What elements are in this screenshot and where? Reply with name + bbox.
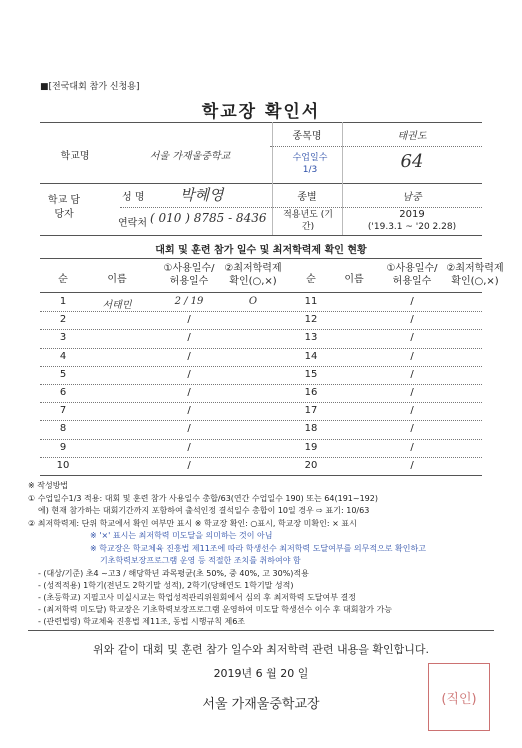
notes-heading: ※ 작성방법	[28, 481, 69, 490]
note-2c: ※ 학교장은 학교체육 진흥법 제11조에 따라 학생선수 최저학력 도달여부를 의무적으로 확인하고	[90, 544, 426, 553]
principal-name: 서울 가재울중학교장	[202, 697, 320, 712]
form-tag: ■[전국대회 참가 신청용]	[40, 82, 140, 92]
col-days-2: ①사용일수/ 허용일수	[386, 263, 438, 287]
row-no-2: 17	[304, 405, 318, 417]
school-label: 학교명	[60, 151, 90, 162]
row-no: 2	[59, 314, 67, 326]
contact-label: 연락처	[118, 218, 147, 229]
days-label: 수업일수 1/3	[292, 153, 328, 175]
closing-statement: 위와 같이 대회 및 훈련 참가 일수와 최저학력 관련 내용을 확인합니다.	[93, 643, 429, 656]
row-days-2: /	[410, 368, 414, 380]
col-name-2: 이름	[344, 274, 364, 285]
header-mid-border	[40, 183, 482, 184]
note-2a: ② 최저학력제: 단위 학교에서 확인 여부만 표시 ※ 학교장 확인: ○표시, 학교장 미확인: × 표시	[28, 519, 357, 528]
year-value: 2019	[399, 209, 425, 220]
row-no: 1	[59, 296, 67, 307]
table-row	[0, 384, 522, 402]
row-no-2: 20	[304, 459, 318, 471]
col-min: ②최저학력제 확인(○,×)	[224, 263, 282, 287]
note-5: - (초등학교) 지필고사 미실시교는 학업성적관리위원회에서 심의 후 최저학력 도달여부 결정	[38, 593, 356, 602]
person-label: 학교 담당자	[47, 195, 81, 220]
note-1a: ① 수업일수1/3 적용: 대회 및 훈련 참가 사용일수 총합/63(연간 수업일수 190) 또는 64(191~192)	[28, 494, 378, 503]
col-min-2: ②최저학력제 확인(○,×)	[446, 263, 504, 287]
table-row	[0, 402, 522, 420]
event-label: 종목명	[292, 131, 322, 142]
gender-value: 남중	[402, 192, 422, 203]
name-label: 성 명	[122, 192, 145, 203]
row-no-2: 11	[304, 296, 318, 307]
row-no: 8	[59, 423, 67, 435]
event-value: 태권도	[397, 131, 427, 142]
row-days-2: /	[410, 387, 414, 398]
table-row	[0, 311, 522, 329]
row-days-2: /	[410, 350, 414, 362]
note-2b: ※ '×' 표시는 최저학력 미도달을 의미하는 것이 아님	[90, 531, 273, 540]
gender-label: 종별	[297, 192, 317, 203]
row-no: 9	[59, 441, 67, 453]
note-2d: 기초학력보장프로그램 운영 등 적절한 조치를 취하여야 함	[100, 556, 301, 565]
name-value: 박혜영	[180, 186, 224, 204]
row-no: 5	[59, 368, 67, 380]
row-no-2: 18	[304, 423, 318, 435]
table-row	[0, 420, 522, 438]
row-no: 4	[59, 350, 67, 362]
row-days: /	[187, 387, 191, 398]
table-row	[0, 439, 522, 457]
row-days: /	[187, 459, 191, 471]
note-6: - (최저학력 미도달) 학교장은 기초학력보장프로그램 운영하여 미도달 학생선수 이수 후 대회참가 가능	[38, 605, 392, 614]
row-days-2: /	[410, 296, 414, 307]
row-days: 2 / 19	[174, 296, 204, 307]
table-row	[0, 366, 522, 384]
row-days: /	[187, 405, 191, 417]
row-no-2: 16	[304, 387, 318, 398]
header-bottom-border	[40, 235, 482, 236]
year-period: ('19.3.1 ~ '20 2.28)	[367, 222, 457, 232]
contact-value: ( 010 ) 8785 - 8436	[150, 211, 267, 225]
row-days-2: /	[410, 314, 414, 326]
row-days: /	[187, 350, 191, 362]
table-row	[0, 457, 522, 475]
table-row	[0, 348, 522, 366]
year-label: 적용년도 (기간)	[283, 210, 333, 232]
row-days: /	[187, 368, 191, 380]
row-no-2: 14	[304, 350, 318, 362]
row-days: /	[187, 441, 191, 453]
row-no-2: 19	[304, 441, 318, 453]
note-7: - (관련법령) 학교체육 진흥법 제11조, 동법 시행규칙 제6조	[38, 617, 246, 626]
note-1b: 에) 현재 참가하는 대회기간까지 포함하여 출석인정 결석일수 총합이 10일 경우 ⇨ 표기: 10/63	[38, 506, 370, 515]
row-no: 3	[59, 332, 67, 344]
col-days: ①사용일수/ 허용일수	[163, 263, 215, 287]
row-days-2: /	[410, 459, 414, 471]
table-bottom-border	[40, 475, 482, 476]
note-3: - (대상/기준) 초4 ~고3 / 해당학년 과목평균(초 50%, 중 40%, 고 30%)적용	[38, 569, 309, 578]
row-days: /	[187, 314, 191, 326]
row-days-2: /	[410, 332, 414, 344]
header-top-border	[40, 122, 482, 123]
table-row	[0, 329, 522, 347]
row-days-2: /	[410, 423, 414, 435]
col-no: 순	[58, 274, 68, 285]
school-name: 서울 가재울중학교	[149, 151, 231, 162]
document-title: 학교장 확인서	[201, 102, 321, 122]
closing-date: 2019년 6 월 20 일	[213, 667, 309, 680]
row-min-check: O	[248, 296, 258, 307]
row-no-2: 15	[304, 368, 318, 380]
row-name: 서태민	[102, 300, 132, 311]
row-no-2: 13	[304, 332, 318, 344]
col-name: 이름	[107, 274, 127, 285]
days-value: 64	[400, 151, 424, 172]
row-no-2: 12	[304, 314, 318, 326]
row-days-2: /	[410, 441, 414, 453]
note-4: - (성적적용) 1학기(전년도 2학기말 성적), 2학기(당해연도 1학기말 성적)	[38, 581, 294, 590]
table-title: 대회 및 훈련 참가 일수 및 최저학력제 확인 현황	[155, 245, 367, 256]
table-row	[0, 293, 522, 311]
row-no: 6	[59, 387, 67, 398]
table-top-border	[40, 258, 482, 259]
col-no-2: 순	[306, 274, 316, 285]
seal-label: (직인)	[441, 692, 477, 707]
official-seal	[428, 663, 490, 731]
table-body	[0, 293, 522, 475]
row-no: 10	[56, 459, 70, 471]
row-days: /	[187, 423, 191, 435]
row-days: /	[187, 332, 191, 344]
row-days-2: /	[410, 405, 414, 417]
row-no: 7	[59, 405, 67, 417]
